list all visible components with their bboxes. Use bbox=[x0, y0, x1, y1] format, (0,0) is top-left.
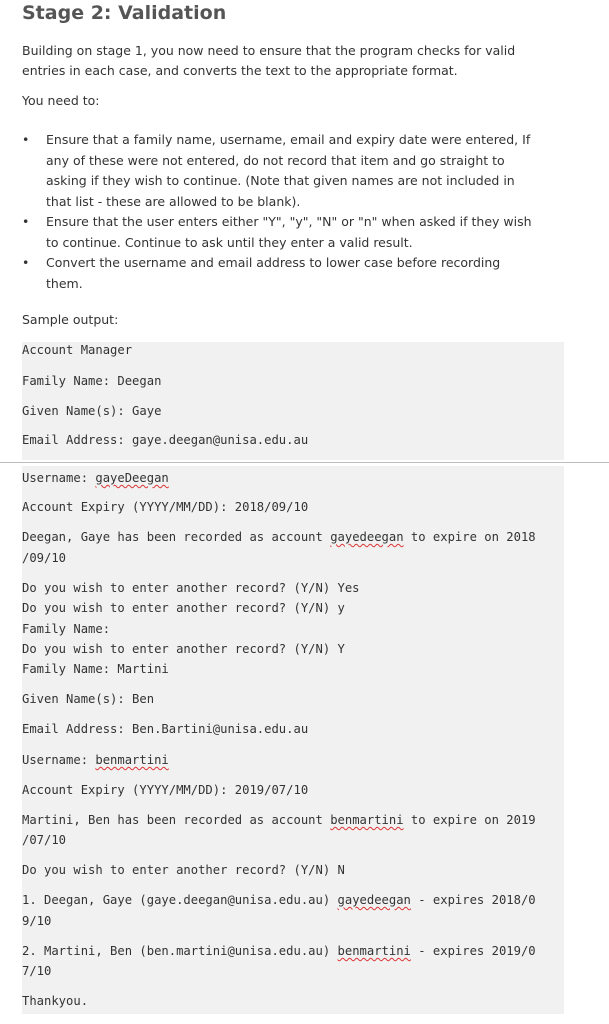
sample-output-block-bottom bbox=[22, 466, 564, 1014]
intro-line-2: entries in each case, and converts the text to the appropriate format. bbox=[22, 63, 458, 78]
output-text: Username: bbox=[22, 471, 96, 485]
output-line: Do you wish to enter another record? (Y/N) Y bbox=[22, 642, 345, 656]
requirement-line: Ensure that a family name, username, email and expiry date were entered, If bbox=[46, 132, 531, 147]
output-text: Username: bbox=[22, 753, 96, 767]
output-line: Family Name: Deegan bbox=[22, 374, 162, 388]
output-line bbox=[22, 530, 536, 544]
output-text: Deegan, Gaye has been recorded as account bbox=[22, 530, 331, 544]
output-line: Family Name: Martini bbox=[22, 662, 169, 676]
output-line: Given Name(s): Ben bbox=[22, 692, 155, 706]
requirements-list bbox=[22, 130, 567, 294]
output-text: to expire on 2018 bbox=[403, 530, 536, 544]
output-line: Thankyou. bbox=[22, 994, 89, 1008]
page-title: Stage 2: Validation bbox=[22, 2, 227, 24]
output-line: /09/10 bbox=[22, 551, 67, 565]
output-line: Account Expiry (YYYY/MM/DD): 2019/07/10 bbox=[22, 783, 309, 797]
bullet-icon: • bbox=[22, 255, 30, 270]
output-line: 9/10 bbox=[22, 914, 52, 928]
misspelled-word: gayedeegan bbox=[330, 530, 404, 544]
output-line bbox=[22, 944, 536, 958]
output-text: 2. Martini, Ben (ben.martini@unisa.edu.au) bbox=[22, 944, 338, 958]
output-line: 7/10 bbox=[22, 964, 52, 978]
output-line bbox=[22, 813, 536, 827]
output-text: Martini, Ben has been recorded as account bbox=[22, 813, 331, 827]
sample-output-label: Sample output: bbox=[22, 312, 119, 327]
output-text: - expires 2018/0 bbox=[410, 893, 536, 907]
requirement-line: asking if they wish to continue. (Note that given names are not included in bbox=[46, 173, 515, 188]
output-line: Account Manager bbox=[22, 343, 133, 357]
output-line bbox=[22, 893, 536, 907]
output-text: - expires 2019/0 bbox=[410, 944, 536, 958]
requirement-line: any of these were not entered, do not record that item and go straight to bbox=[46, 152, 505, 168]
output-line: Email Address: Ben.Bartini@unisa.edu.au bbox=[22, 722, 309, 736]
misspelled-word: gayedeegan bbox=[337, 893, 411, 907]
requirement-line: them. bbox=[46, 275, 83, 291]
requirement-line: that list - these are allowed to be blank). bbox=[46, 193, 301, 209]
output-line: Family Name: bbox=[22, 622, 111, 636]
you-need-to-label: You need to: bbox=[22, 93, 100, 108]
divider bbox=[0, 462, 609, 463]
output-line: Do you wish to enter another record? (Y/N) y bbox=[22, 601, 345, 615]
list-item bbox=[22, 212, 567, 253]
output-line: Do you wish to enter another record? (Y/N) N bbox=[22, 863, 345, 877]
output-line: /07/10 bbox=[22, 833, 67, 847]
output-line: Given Name(s): Gaye bbox=[22, 404, 162, 418]
output-line: Account Expiry (YYYY/MM/DD): 2018/09/10 bbox=[22, 500, 309, 514]
list-item bbox=[22, 253, 567, 294]
output-line bbox=[22, 753, 169, 767]
list-item bbox=[22, 130, 567, 212]
misspelled-word: gayeDeegan bbox=[95, 471, 169, 485]
requirement-line: Convert the username and email address to lower case before recording bbox=[46, 255, 501, 270]
output-text: to expire on 2019 bbox=[403, 813, 536, 827]
output-line: Do you wish to enter another record? (Y/N) Yes bbox=[22, 581, 360, 595]
requirement-line: to continue. Continue to ask until they enter a valid result. bbox=[46, 234, 413, 250]
output-text: 1. Deegan, Gaye (gaye.deegan@unisa.edu.au) bbox=[22, 893, 338, 907]
bullet-icon: • bbox=[22, 214, 30, 229]
output-line: Email Address: gaye.deegan@unisa.edu.au bbox=[22, 433, 309, 447]
misspelled-word: benmartini bbox=[330, 813, 404, 827]
misspelled-word: benmartini bbox=[95, 753, 169, 767]
output-line bbox=[22, 471, 169, 485]
misspelled-word: benmartini bbox=[337, 944, 411, 958]
intro-paragraph bbox=[22, 41, 562, 81]
bullet-icon: • bbox=[22, 132, 30, 147]
requirement-line: Ensure that the user enters either "Y", "y", "N" or "n" when asked if they wish bbox=[46, 214, 532, 229]
intro-line-1: Building on stage 1, you now need to ensure that the program checks for valid bbox=[22, 43, 516, 58]
